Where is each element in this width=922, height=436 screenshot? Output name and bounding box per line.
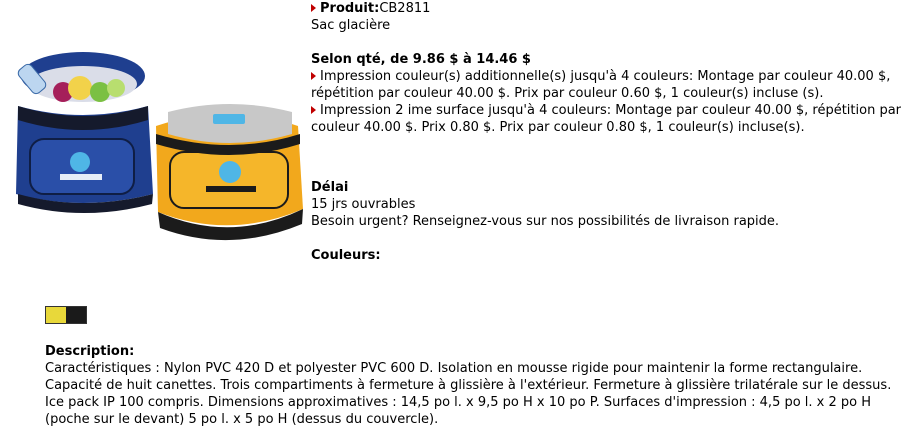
color-swatches (45, 306, 87, 324)
bullet-arrow-icon (311, 4, 316, 12)
description-section (45, 343, 905, 428)
product-code-line (311, 0, 911, 17)
price-range: Selon qté, de 9.86 $ à 14.46 $ (311, 52, 531, 67)
color-swatch-yellow[interactable] (46, 307, 66, 323)
product-name: Sac glacière (311, 18, 391, 33)
blue-cooler-bag (16, 52, 153, 213)
bullet-arrow-icon (311, 72, 316, 80)
delay-value: 15 jrs ouvrables (311, 197, 416, 212)
bullet-arrow-icon (311, 106, 316, 114)
delay-note: Besoin urgent? Renseignez-vous sur nos possibilités de livraison rapide. (311, 214, 780, 229)
delay-heading: Délai (311, 180, 349, 195)
color-swatch-black[interactable] (66, 307, 86, 323)
description-text: Caractéristiques : Nylon PVC 420 D et polyester PVC 600 D. Isolation en mousse rigide pour maintenir la forme rectangulaire. Capacité de huit canettes. Trois compartiments à fermeture à glissière à l'extérieur. Fermeture à glissière trilatérale sur le dessus. Ice pack IP 100 compris. Dimensions approximatives : 14,5 po l. x 9,5 po H x 10 po P. Surfaces d'impression : 4,5 po l. x 2 po H (poche sur le devant) 5 po l. x 5 po H (dessus du couvercle). (45, 361, 892, 427)
pricing-option-1: Impression couleur(s) additionnelle(s) jusqu'à 4 couleurs: Montage par couleur 40.00 $, répétition par couleur 40.00 $. Prix par couleur 0.60 $, 1 couleur(s) incluse (s). (311, 69, 891, 101)
product-code: CB2811 (379, 1, 431, 16)
pricing-option-2: Impression 2 ime surface jusqu'à 4 couleurs: Montage par couleur 40.00 $, répétition par couleur 40.00 $. Prix 0.80 $. Prix par couleur 0.80 $, 1 couleur(s) incluse(s). (311, 103, 902, 135)
product-label: Produit: (320, 1, 380, 16)
description-heading: Description: (45, 344, 135, 359)
yellow-cooler-bag (156, 104, 303, 240)
product-info (311, 0, 911, 264)
colors-heading: Couleurs: (311, 248, 381, 263)
product-image (8, 44, 308, 252)
